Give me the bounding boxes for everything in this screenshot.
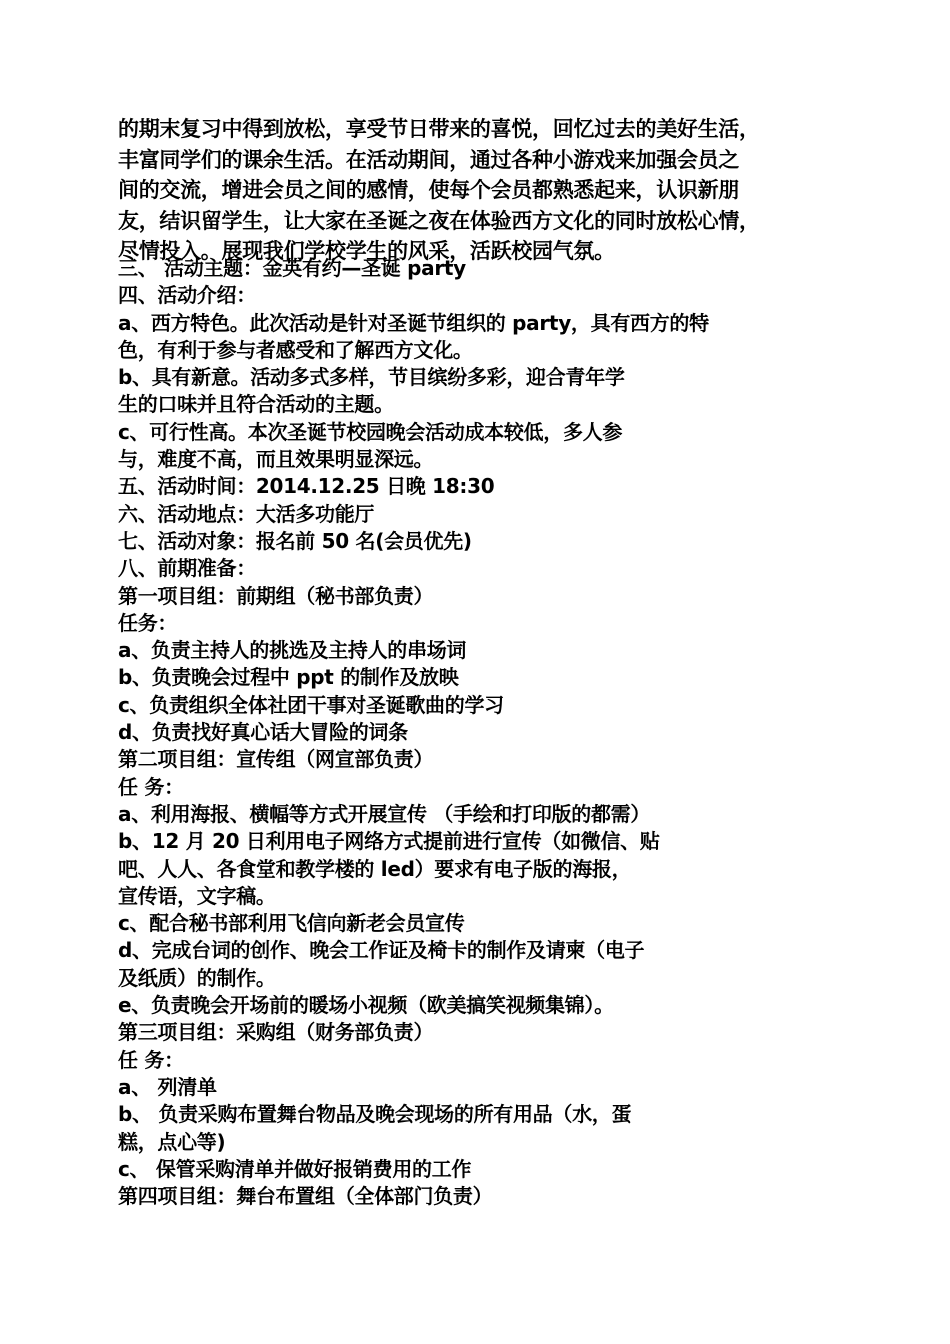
task-item: b、 负责采购布置舞台物品及晚会现场的所有用品（水，蛋 (118, 1102, 632, 1127)
group-heading-3: 第三项目组：采购组（财务部负责） (118, 1020, 434, 1045)
task-item: 及纸质）的制作。 (118, 965, 276, 990)
task-label: 任 务： (118, 1047, 184, 1072)
text-line: 生的口味并且符合活动的主题。 (118, 392, 394, 417)
text-line: c、可行性高。本次圣诞节校园晚会活动成本较低，多人参 (118, 419, 623, 444)
task-item: c、 保管采购清单并做好报销费用的工作 (118, 1156, 472, 1181)
intro-line: 丰富同学们的课余生活。在活动期间，通过各种小游戏来加强会员之 (118, 147, 739, 172)
intro-line: 友，结识留学生，让大家在圣诞之夜在体验西方文化的同时放松心情， (118, 208, 760, 233)
section-heading-location: 六、活动地点：大活多功能厅 (118, 501, 375, 526)
section-heading-audience: 七、活动对象：报名前 50 名(会员优先) (118, 528, 472, 553)
group-heading-1: 第一项目组：前期组（秘书部负责） (118, 583, 434, 608)
task-item: c、配合秘书部利用飞信向新老会员宣传 (118, 911, 465, 936)
task-item: a、负责主持人的挑选及主持人的串场词 (118, 638, 467, 663)
group-heading-4: 第四项目组：舞台布置组（全体部门负责） (118, 1184, 493, 1209)
task-item: b、12 月 20 日利用电子网络方式提前进行宣传（如微信、贴 (118, 829, 660, 854)
task-label: 任务： (118, 610, 178, 635)
intro-paragraph (118, 114, 858, 267)
plan-body (118, 255, 838, 1210)
intro-line: 的期末复习中得到放松，享受节日带来的喜悦，回忆过去的美好生活， (118, 117, 760, 141)
task-item: e、负责晚会开场前的暖场小视频（欧美搞笑视频集锦）。 (118, 993, 614, 1018)
task-item: b、负责晚会过程中 ppt 的制作及放映 (118, 665, 459, 690)
task-item: c、负责组织全体社团干事对圣诞歌曲的学习 (118, 692, 504, 717)
text-line: b、具有新意。活动多式多样，节目缤纷多彩，迎合青年学 (118, 365, 625, 390)
task-item: d、完成台词的创作、晚会工作证及椅卡的制作及请柬（电子 (118, 938, 645, 963)
text-line: 与，难度不高，而且效果明显深远。 (118, 447, 434, 472)
group-heading-2: 第二项目组：宣传组（网宣部负责） (118, 747, 434, 772)
intro-line: 尽情投入。展现我们学校学生的风采，活跃校园气氛。 (118, 239, 615, 263)
task-item: 宣传语，文字稿。 (118, 883, 276, 908)
section-heading-preparation: 八、前期准备： (118, 556, 256, 581)
section-heading-time: 五、活动时间：2014.12.25 日晚 18:30 (118, 474, 495, 499)
task-item: a、 列清单 (118, 1074, 217, 1099)
task-item: d、负责找好真心话大冒险的词条 (118, 720, 408, 745)
task-label: 任 务： (118, 774, 184, 799)
text-line: a、西方特色。此次活动是针对圣诞节组织的 party，具有西方的特 (118, 310, 709, 335)
intro-line: 间的交流，增进会员之间的感情，使每个会员都熟悉起来，认识新朋 (118, 178, 739, 202)
task-item: 糕，点心等) (118, 1129, 226, 1154)
section-heading-theme: 三、 活动主题：金英有约—圣诞 party (118, 256, 466, 280)
task-item: a、利用海报、横幅等方式开展宣传 （手绘和打印版的都需） (118, 801, 651, 826)
task-item: 吧、人人、各食堂和教学楼的 led）要求有电子版的海报， (118, 856, 632, 881)
text-line: 色，有利于参与者感受和了解西方文化。 (118, 337, 473, 362)
section-heading-intro: 四、活动介绍： (118, 283, 256, 308)
